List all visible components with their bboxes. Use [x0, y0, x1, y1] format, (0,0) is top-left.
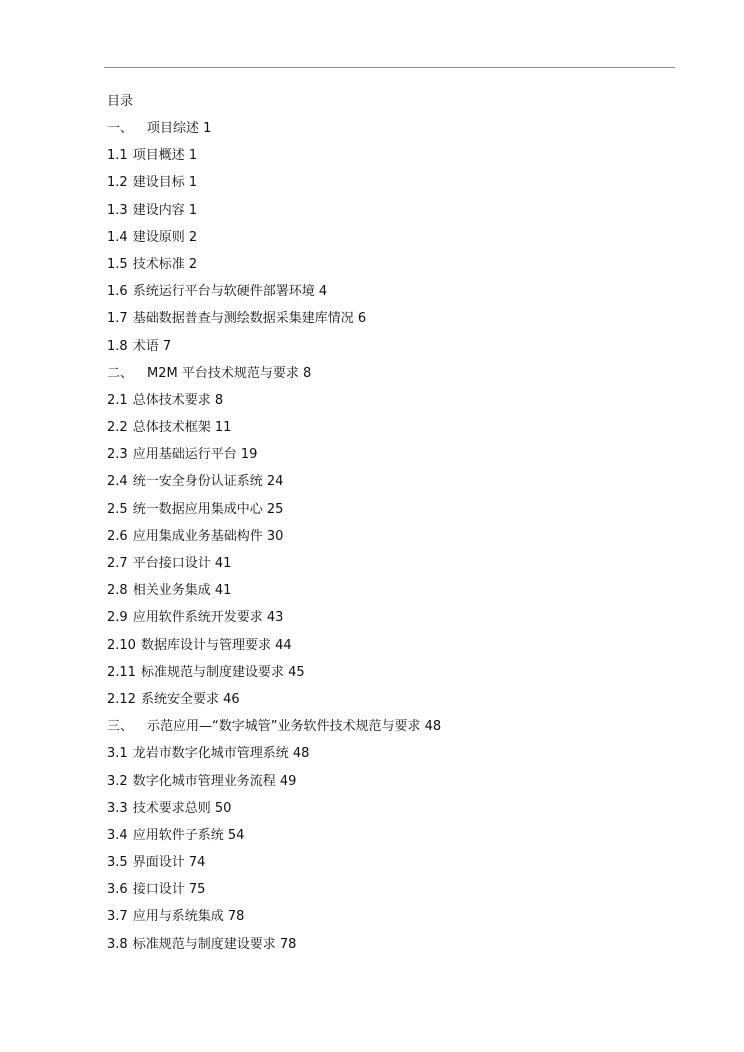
toc-entry[interactable] — [107, 201, 687, 221]
toc-entry-number: 3.6 — [107, 882, 128, 898]
toc-entry-text: 技术标准 2 — [132, 256, 198, 272]
toc-entry-text: 接口设计 75 — [132, 882, 206, 898]
toc-entry-number: 3.4 — [107, 827, 128, 843]
toc-entry-text: 平台接口设计 41 — [132, 556, 232, 571]
toc-entry[interactable] — [107, 173, 687, 193]
toc-entry-number: 2.11 — [107, 664, 136, 680]
toc-entry-text: 总体技术要求 8 — [132, 392, 224, 408]
toc-entry-number: 3.5 — [107, 855, 128, 871]
toc-entry-text: 龙岩市数字化城市管理系统 48 — [132, 746, 310, 762]
toc-entry-number: 1.8 — [107, 338, 128, 354]
toc-entry-text: 项目综述 1 — [147, 121, 212, 136]
toc-entry-number: 2.3 — [107, 447, 128, 463]
toc-entry-number: 1.3 — [107, 202, 128, 218]
toc-entry-number: 2.9 — [107, 610, 128, 626]
toc-entry[interactable] — [107, 907, 687, 927]
toc-entry-number: 2.7 — [107, 556, 128, 571]
toc-entry[interactable] — [107, 472, 687, 492]
toc-entry-number: 2.12 — [107, 691, 136, 707]
toc-entry-text: 系统运行平台与软硬件部署环境 4 — [132, 284, 328, 300]
toc-entry-text: 应用软件子系统 54 — [132, 827, 245, 843]
toc-entry[interactable] — [107, 690, 687, 710]
toc-entry-text: 数字化城市管理业务流程 49 — [132, 773, 297, 789]
toc-entry-text: 系统安全要求 46 — [140, 691, 240, 707]
toc-entry[interactable] — [107, 826, 687, 846]
toc-entry[interactable] — [107, 228, 687, 248]
toc-entry-text: 建设内容 1 — [132, 202, 198, 218]
toc-entry-text: 项目概述 1 — [132, 148, 198, 164]
toc-entry-number: 1.5 — [107, 256, 128, 272]
toc-entry-number: 3.2 — [107, 773, 128, 789]
toc-entry[interactable] — [107, 663, 687, 683]
toc-entry[interactable] — [107, 744, 687, 764]
toc-entry-text: 应用基础运行平台 19 — [132, 447, 258, 463]
toc-entry[interactable] — [107, 146, 687, 166]
toc-entry-number: 1.6 — [107, 284, 128, 300]
toc-title: 目录 — [107, 94, 134, 109]
toc-entry-number: 3.3 — [107, 800, 128, 816]
toc-entry[interactable] — [107, 445, 687, 465]
toc-entry[interactable] — [107, 255, 687, 275]
toc-entry-text: 应用与系统集成 78 — [132, 909, 245, 925]
toc-entry-number: 1.7 — [107, 311, 128, 327]
toc-entry[interactable] — [107, 608, 687, 628]
toc-entry-number: 2.5 — [107, 501, 128, 517]
toc-entry[interactable] — [107, 554, 687, 574]
toc-entry[interactable] — [107, 880, 687, 900]
toc-entry[interactable] — [107, 527, 687, 547]
toc-entry-number: 2.1 — [107, 392, 128, 408]
toc-entry-text: 应用集成业务基础构件 30 — [132, 528, 284, 544]
toc-entry-text: 标准规范与制度建设要求 78 — [132, 936, 297, 952]
toc-entry-number: 1.1 — [107, 148, 128, 164]
table-of-contents — [107, 92, 687, 962]
toc-entry-number: 二、 — [107, 365, 134, 381]
toc-entry[interactable] — [107, 500, 687, 520]
toc-entry[interactable] — [107, 853, 687, 873]
toc-entry-number: 2.8 — [107, 583, 128, 599]
toc-entry-number: 一、 — [107, 121, 134, 136]
toc-entry-number: 3.8 — [107, 936, 128, 952]
toc-entry-number: 2.2 — [107, 420, 128, 436]
toc-entry[interactable] — [107, 799, 687, 819]
toc-entry[interactable] — [107, 364, 687, 384]
toc-entry-number: 2.10 — [107, 637, 136, 653]
toc-entry-text: 建设原则 2 — [132, 229, 198, 245]
toc-entry[interactable] — [107, 418, 687, 438]
toc-entry[interactable] — [107, 717, 687, 737]
toc-entry-text: 应用软件系统开发要求 43 — [132, 610, 284, 626]
toc-entry-text: 示范应用—“数字城管”业务软件技术规范与要求 48 — [147, 719, 442, 735]
toc-entry[interactable] — [107, 282, 687, 302]
toc-entry-text: 数据库设计与管理要求 44 — [140, 637, 292, 653]
toc-entry[interactable] — [107, 636, 687, 656]
toc-entry-text: 标准规范与制度建设要求 45 — [140, 664, 305, 680]
toc-entry[interactable] — [107, 935, 687, 955]
toc-entry-text: 建设目标 1 — [132, 175, 198, 191]
toc-entry[interactable] — [107, 772, 687, 792]
toc-entry-text: 技术要求总则 50 — [132, 800, 232, 816]
toc-entry-text: 总体技术框架 11 — [132, 420, 232, 436]
toc-entry[interactable] — [107, 581, 687, 601]
toc-entry-number: 1.4 — [107, 229, 128, 245]
toc-entry-text: 界面设计 74 — [132, 855, 206, 871]
toc-entry[interactable] — [107, 309, 687, 329]
toc-entry-number: 2.4 — [107, 474, 128, 490]
toc-entry[interactable] — [107, 337, 687, 357]
toc-entry-number: 3.7 — [107, 909, 128, 925]
toc-list — [107, 119, 687, 955]
toc-entry-number: 2.6 — [107, 528, 128, 544]
toc-entry-number: 3.1 — [107, 746, 128, 762]
header-rule — [104, 67, 675, 68]
toc-entry-text: M2M 平台技术规范与要求 8 — [147, 365, 312, 381]
toc-entry-text: 基础数据普查与测绘数据采集建库情况 6 — [132, 311, 367, 327]
toc-entry[interactable] — [107, 391, 687, 411]
toc-entry-number: 1.2 — [107, 175, 128, 191]
toc-entry-text: 相关业务集成 41 — [132, 583, 232, 599]
toc-entry-text: 术语 7 — [132, 338, 172, 354]
toc-entry[interactable] — [107, 119, 687, 139]
toc-entry-number: 三、 — [107, 719, 134, 735]
toc-entry-text: 统一安全身份认证系统 24 — [132, 474, 284, 490]
toc-entry-text: 统一数据应用集成中心 25 — [132, 501, 284, 517]
